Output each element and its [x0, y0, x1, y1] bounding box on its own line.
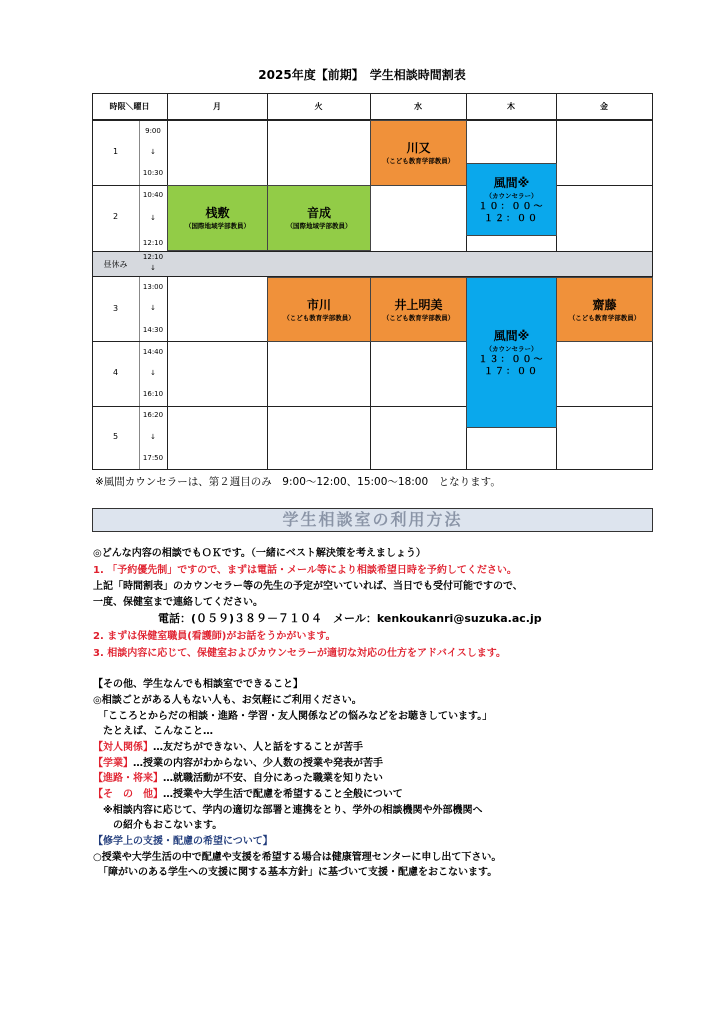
other-item [93, 757, 383, 771]
header-day: 木 [507, 102, 515, 111]
period-end: 10:30 [142, 169, 164, 177]
item-text: …授業や大学生活で配慮を希望すること全般について [163, 789, 403, 800]
period-arrow: ↓ [150, 304, 156, 312]
other-heading: 【その他、学生なんでも相談室でできること】 [93, 679, 303, 690]
timetable [92, 93, 653, 470]
session-affiliation: （こども教育学部教員） [568, 313, 641, 322]
item-tag: 【学業】 [93, 758, 133, 769]
session-name: 川又 [406, 141, 431, 155]
period-start: 10:40 [142, 191, 164, 199]
session-affiliation: （国際地域学部教員） [286, 222, 352, 230]
session-sajiki[interactable] [167, 185, 268, 251]
period-start: 13:00 [142, 283, 164, 291]
period-end: 14:30 [142, 326, 164, 334]
period-end: 17:50 [142, 454, 164, 462]
usage-intro: ◎どんな内容の相談でもＯＫです。（一緒にベスト解決策を考えましょう） [93, 548, 426, 559]
item-text: …授業の内容がわからない、少人数の授業や発表が苦手 [133, 758, 383, 769]
session-ichikawa[interactable] [267, 277, 371, 342]
period-label: 1 [112, 147, 119, 156]
usage-point-1: 1. 「予約優先制」ですので、まずは電話・メール等により相談希望日時を予約してください。 [93, 565, 517, 576]
session-name: 市川 [306, 297, 331, 312]
usage-heading: 学生相談室の利用方法 [92, 508, 653, 532]
usage-paragraph: 上記「時間割表」のカウンセラー等の先生の予定が空いていれば、当日でも受付可能ですので、 [93, 581, 523, 592]
usage-point-2: 2. まずは保健室職員(看護師)がお話をうかがいます。 [93, 631, 336, 642]
grid-line [92, 93, 653, 94]
session-name: 井上明美 [394, 297, 443, 312]
usage-point-3: 3. 相談内容に応じて、保健室およびカウンセラーが適切な対応の仕方をアドバイスします。 [93, 648, 506, 659]
period-arrow: ↓ [150, 433, 156, 441]
period-label: 5 [112, 432, 119, 441]
other-item [93, 741, 363, 755]
session-inoue[interactable] [370, 277, 467, 342]
other-item [93, 772, 383, 786]
session-name: 桟敷 [205, 206, 230, 220]
other-item [93, 788, 403, 802]
grid-line [92, 469, 653, 470]
other-line: 「こころとからだの相談・進路・学習・友人関係などの悩みなどをお聴きしています。」 [93, 711, 493, 722]
header-day: 火 [314, 102, 323, 111]
period-end: 16:10 [142, 390, 164, 398]
session-kawamata[interactable] [370, 120, 467, 186]
session-affiliation: （こども教育学部教員） [382, 313, 455, 322]
header-day: 金 [600, 102, 608, 111]
period-start: 9:00 [145, 127, 161, 135]
period-start: 14:40 [142, 348, 164, 356]
session-saito[interactable] [556, 277, 653, 342]
grid-line [92, 406, 653, 407]
period-label: 2 [112, 212, 119, 221]
session-affiliation: （国際地域学部教員） [185, 222, 250, 230]
header-day: 水 [414, 102, 422, 111]
session-name: 風間※ [493, 328, 530, 343]
session-affiliation: （カウンセラー） [485, 344, 538, 353]
period-arrow: ↓ [150, 214, 156, 222]
period-arrow: ↓ [150, 148, 156, 156]
item-tag: 【そ の 他】 [93, 789, 163, 800]
session-name: 音成 [306, 206, 331, 220]
session-affiliation: （こども教育学部教員） [382, 157, 455, 165]
period-end: 12:10 [142, 239, 164, 247]
other-line: ◎相談ごとがある人もない人も、お気軽にご利用ください。 [93, 695, 362, 706]
grid-line [167, 93, 168, 470]
contact-info: 電話：(０５９)３８９－７１０４ メール：kenkoukanri@suzuka.ac.jp [158, 612, 542, 625]
support-line: ○授業や大学生活の中で配慮や支援を希望する場合は健康管理センターに申し出て下さい。 [93, 852, 502, 863]
session-kazama-afternoon[interactable] [466, 277, 557, 428]
grid-line [92, 251, 653, 252]
period-start: 12:10 [142, 253, 164, 261]
period-arrow: ↓ [150, 369, 156, 377]
session-time-start: １０：００～ [478, 201, 545, 212]
timetable-footnote: ※風間カウンセラーは、第２週目のみ 9:00～12:00、15:00～18:00 となります。 [95, 476, 501, 488]
header-day: 月 [213, 102, 221, 111]
period-arrow: ↓ [150, 264, 156, 272]
other-line: たとえば、こんなこと… [93, 726, 213, 737]
support-line: 「障がいのある学生への支援に関する基本方針」に基づいて支援・配慮をおこないます。 [93, 867, 498, 878]
other-line: ※相談内容に応じて、学内の適切な部署と連携をとり、学外の相談機関や外部機関へ [93, 805, 483, 816]
item-tag: 【進路・将来】 [93, 773, 163, 784]
session-time-end: １７：００ [483, 366, 539, 377]
period-label: 4 [112, 368, 119, 377]
period-label: 昼休み [103, 260, 128, 269]
item-text: …友だちができない、人と話をすることが苦手 [153, 742, 363, 753]
session-affiliation: （こども教育学部教員） [283, 313, 355, 322]
session-kazama-morning[interactable] [466, 163, 557, 236]
session-time-start: １３：００～ [478, 354, 545, 365]
period-start: 16:20 [142, 411, 164, 419]
session-affiliation: （カウンセラー） [485, 191, 538, 200]
other-line: の紹介もおこないます。 [93, 820, 223, 831]
session-name: 齋藤 [592, 297, 617, 312]
usage-paragraph: 一度、保健室まで連絡してください。 [93, 597, 263, 608]
page-title: 2025年度【前期】 学生相談時間割表 [258, 68, 466, 82]
item-text: …就職活動が不安、自分にあった職業を知りたい [163, 773, 383, 784]
session-otonari[interactable] [267, 185, 371, 251]
session-time-end: １２：００ [483, 213, 539, 224]
header-corner: 時限＼曜日 [109, 102, 150, 111]
support-heading: 【修学上の支援・配慮の希望について】 [93, 836, 273, 847]
period-label: 3 [112, 304, 119, 313]
item-tag: 【対人関係】 [93, 742, 153, 753]
lunch-band [93, 251, 652, 276]
session-name: 風間※ [493, 175, 530, 190]
